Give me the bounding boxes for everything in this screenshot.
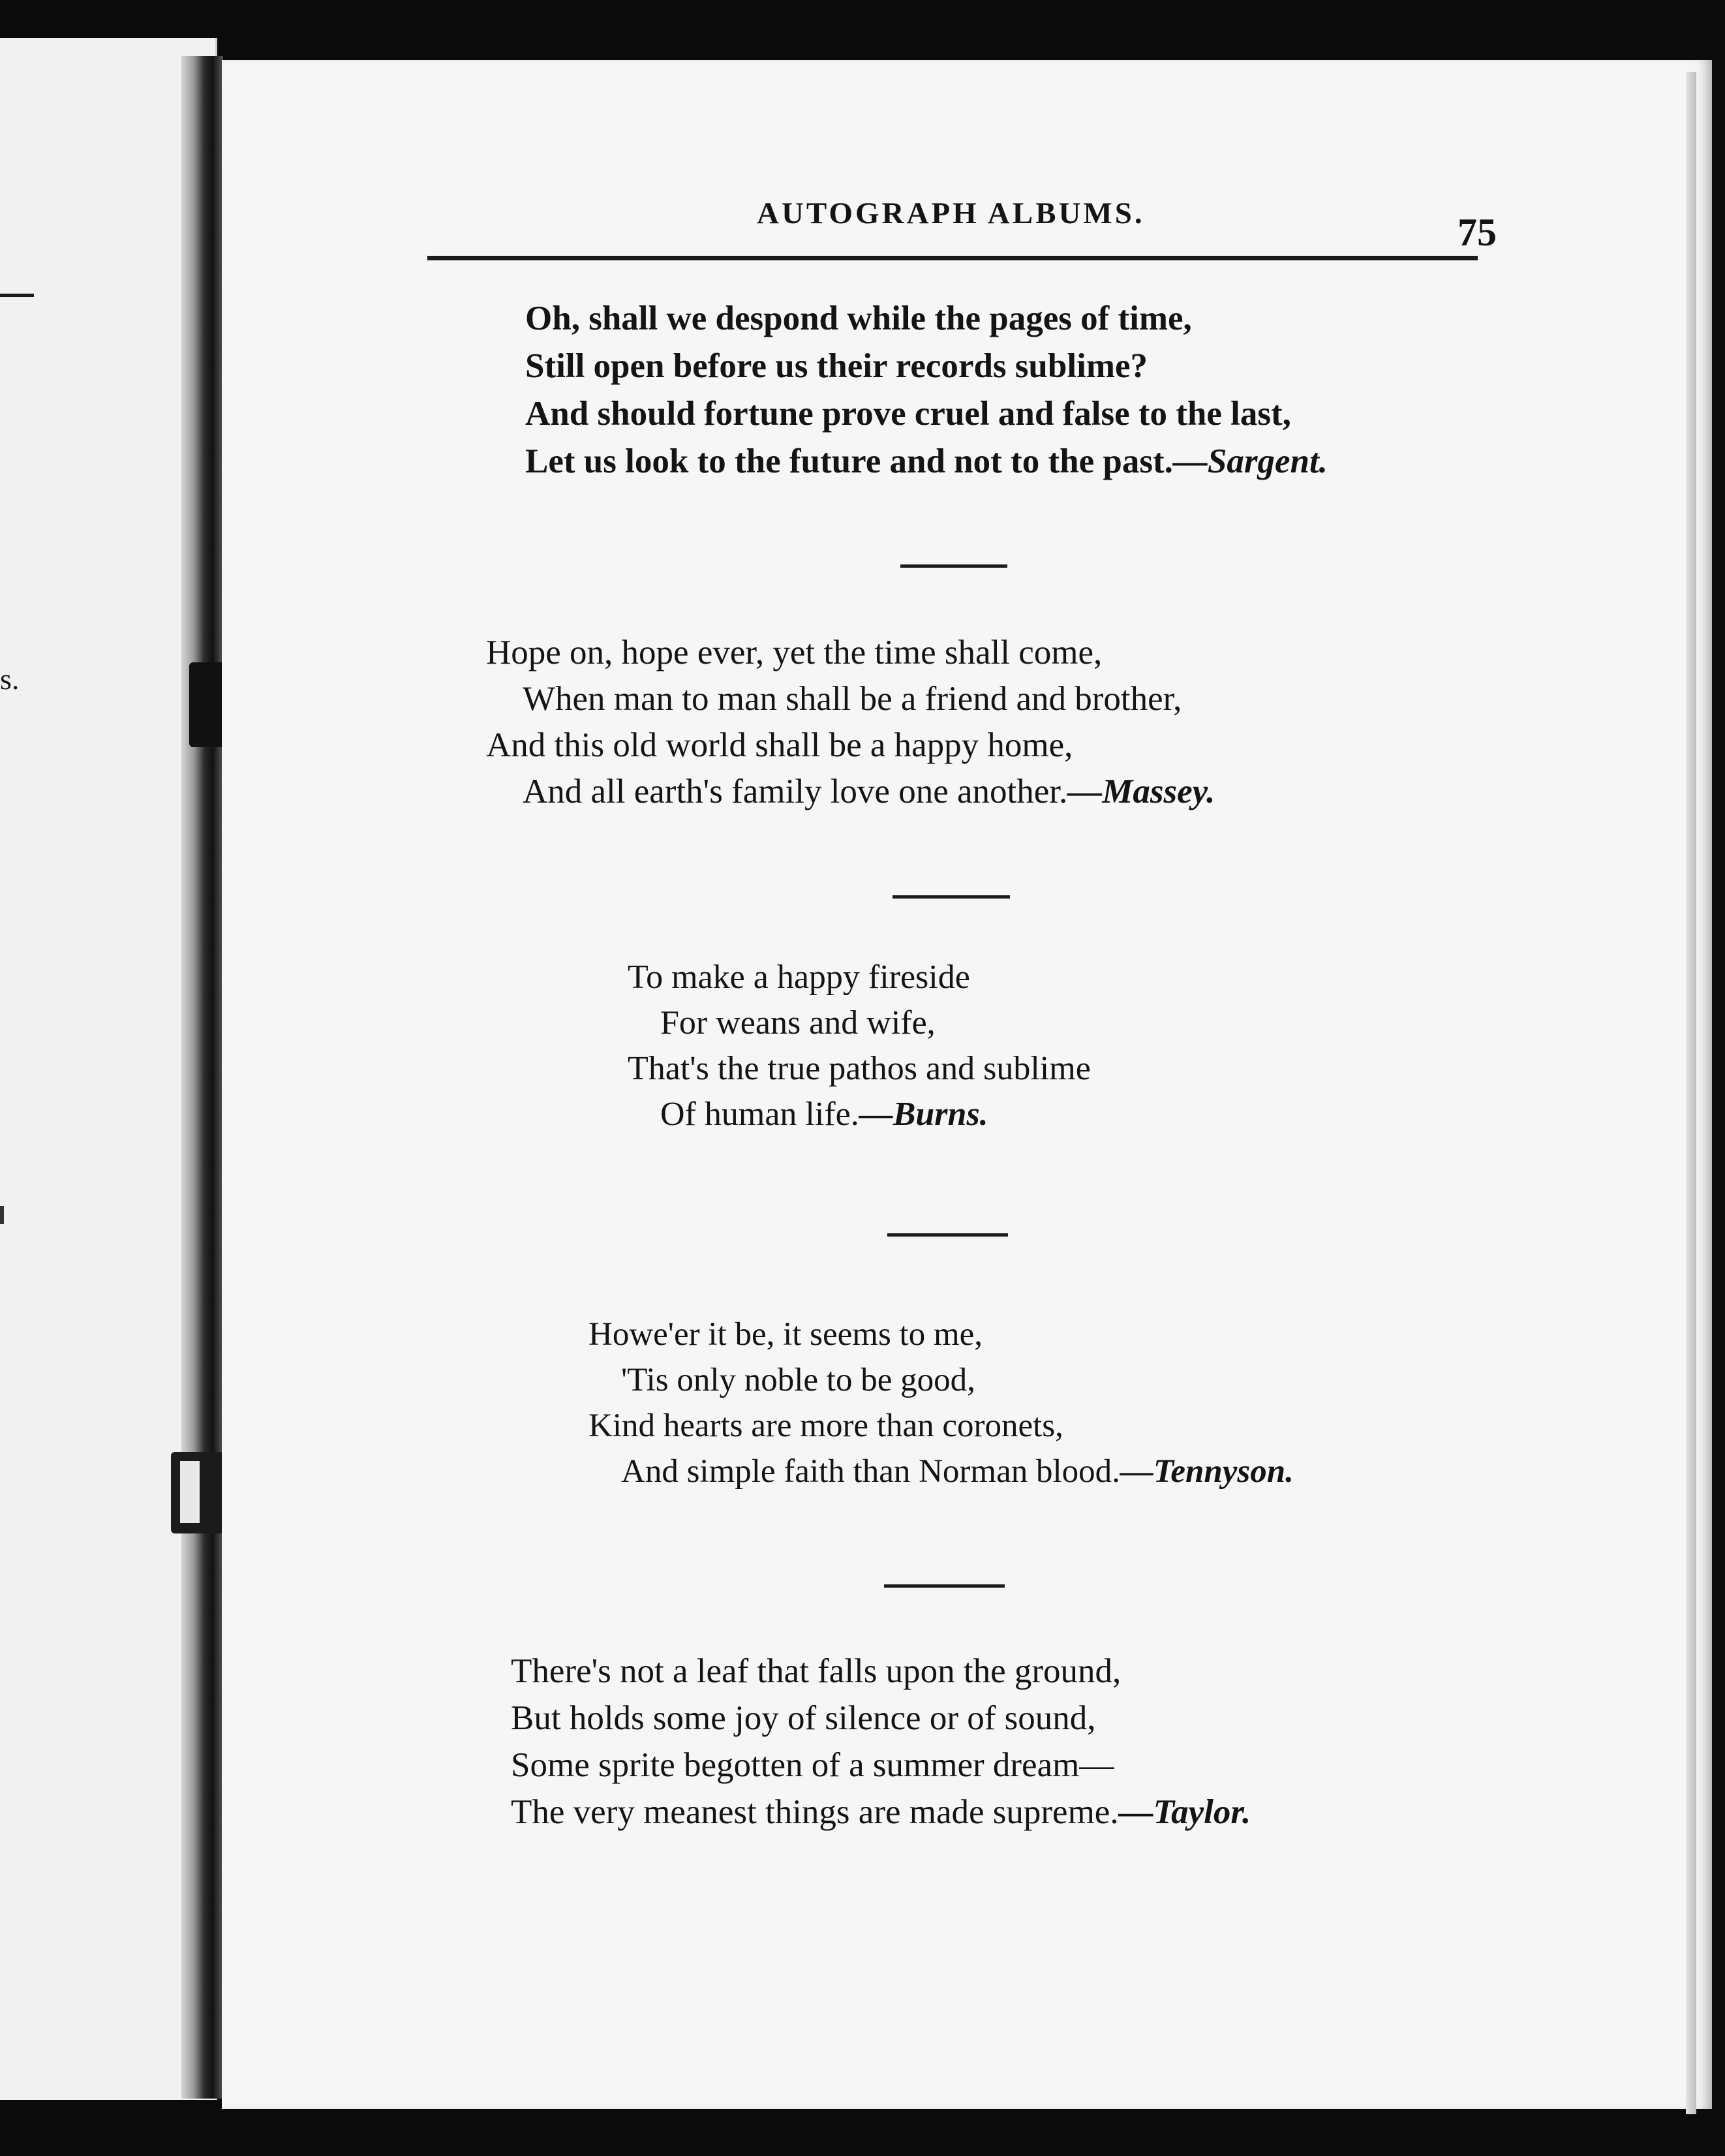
poem-line: For weans and wife,: [660, 1004, 936, 1041]
book-gutter: [181, 56, 223, 2099]
poem-author: —Sargent.: [1172, 442, 1328, 480]
poem-line: Hope on, hope ever, yet the time shall come,: [486, 634, 1103, 671]
poem-line-last: [486, 769, 1215, 815]
poem-line-last: [628, 1092, 1091, 1137]
page-edge: [1686, 72, 1696, 2114]
poem-tennyson: [588, 1312, 1294, 1494]
poem-line: Kind hearts are more than coronets,: [588, 1408, 1063, 1444]
section-separator: [887, 1233, 1008, 1237]
section-separator: [884, 1584, 1005, 1588]
poem-sargent: [525, 295, 1328, 485]
poem-line-last: [588, 1449, 1294, 1494]
poem-line: To make a happy fireside: [628, 959, 970, 996]
poem-line: That's the true pathos and sublime: [628, 1050, 1091, 1087]
section-separator: [893, 895, 1010, 899]
poem-burns: [628, 955, 1091, 1137]
binding-stitch: [171, 1452, 223, 1533]
running-head: AUTOGRAPH ALBUMS.: [757, 196, 1145, 230]
page-number: 75: [1458, 211, 1497, 254]
poem-line-last: [511, 1789, 1251, 1836]
poem-taylor: [511, 1648, 1251, 1836]
poem-author: —Tennyson.: [1120, 1453, 1294, 1490]
poem-line: Oh, shall we despond while the pages of time,: [525, 300, 1192, 337]
section-separator: [900, 564, 1007, 568]
poem-author: —Burns.: [859, 1096, 988, 1133]
poem-line: Still open before us their records sublime?: [525, 347, 1148, 385]
previous-page-rule: [0, 294, 34, 297]
poem-line-text: The very meanest things are made supreme.: [511, 1793, 1119, 1831]
previous-page-text-fragment: s.: [0, 662, 20, 696]
poem-line: And this old world shall be a happy home,: [486, 726, 1073, 764]
poem-author: —Massey.: [1067, 773, 1215, 810]
poem-line: But holds some joy of silence or of sound,: [511, 1699, 1096, 1737]
poem-line: When man to man shall be a friend and brother,: [523, 680, 1182, 718]
poem-line: Some sprite begotten of a summer dream—: [511, 1746, 1114, 1784]
header-rule: [427, 256, 1478, 260]
poem-line: Howe'er it be, it seems to me,: [588, 1316, 983, 1353]
poem-line-text: And simple faith than Norman blood.: [621, 1453, 1120, 1490]
poem-author: —Taylor.: [1118, 1793, 1251, 1831]
poem-line-text: Of human life.: [660, 1096, 859, 1133]
previous-page-mark: [0, 1206, 4, 1224]
poem-massey: [486, 630, 1215, 815]
poem-line-text: Let us look to the future and not to the past.: [525, 442, 1173, 480]
poem-line-last: [525, 438, 1328, 485]
poem-line: 'Tis only noble to be good,: [621, 1362, 975, 1398]
poem-line: There's not a leaf that falls upon the ground,: [511, 1652, 1122, 1690]
poem-line-text: And all earth's family love one another.: [523, 773, 1068, 810]
poem-line: And should fortune prove cruel and false to the last,: [525, 395, 1291, 433]
